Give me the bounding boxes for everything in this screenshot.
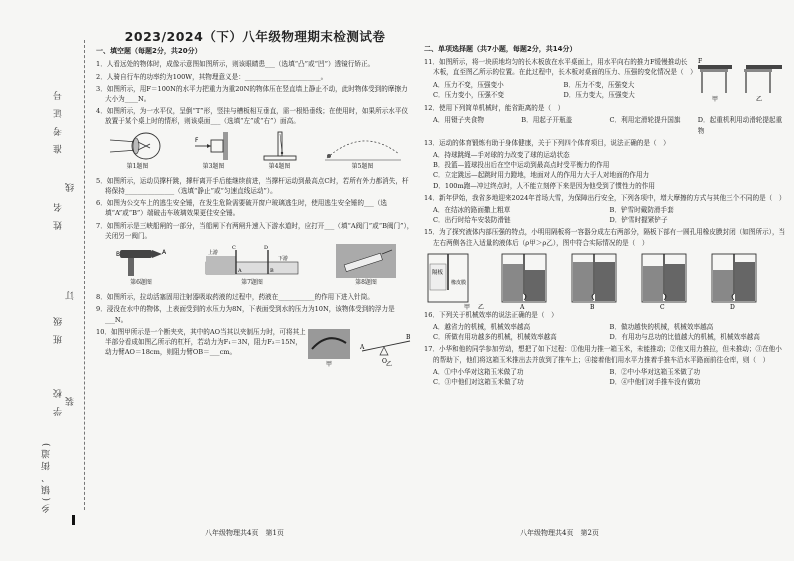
question-13: 13．运动的体育锻炼有助于身体健康，关于下列四个体育项目，说法正确的是（ ） [424, 138, 670, 147]
figure-15-containers [424, 250, 784, 310]
figure-3 [191, 130, 237, 172]
question-13-options [424, 150, 786, 191]
figures-row-1 [96, 130, 414, 172]
fig15-choice-a[interactable]: A [520, 303, 525, 310]
q13-option-b[interactable]: B．投篮—篮球投出后在空中运动到最高点时受平衡力的作用 [433, 161, 610, 170]
svg-text:A: A [162, 249, 167, 257]
question-11-block [424, 57, 786, 103]
right-column [424, 14, 786, 389]
fig15-jia-label: 甲 [464, 303, 471, 310]
fig11-yi-label: 乙 [756, 96, 763, 104]
q11-option-a[interactable]: A．压力不变，压强变小 [433, 80, 504, 89]
section-choice-heading: 二、单项选择题（共7小题，每题2分，共14分） [424, 45, 577, 53]
figures-row-2 [96, 244, 414, 288]
figure-4-caption: 第4题图 [268, 162, 291, 170]
question-12-options [424, 115, 786, 135]
left-column [96, 14, 414, 367]
fold-mark: 订 [66, 288, 76, 300]
footer-left: 八年级物理共4页 第1页 [205, 529, 284, 537]
question-8: 8．如图所示，拉动活塞固用注射器吸取药液的过程中，药液在___________的作用下进入针筒。 [96, 293, 374, 302]
q14-option-c[interactable]: C．出行时给车安装防滑链 [433, 216, 511, 225]
fig15-choice-b[interactable]: B [590, 303, 595, 310]
figure-7 [204, 244, 300, 288]
q14-option-d[interactable]: D．铲雪时握紧铲子 [609, 216, 668, 225]
name-label: 姓 名 [54, 200, 64, 230]
fig15-yi-label: 乙 [478, 303, 485, 310]
q11-option-b[interactable]: B．压力不变，压强变大 [563, 80, 635, 89]
question-15: 15．为了探究液体内部压强的特点，小明用隔板将一容器分成左右两部分，隔板下部有一圆孔用橡皮膜封闭（如图所示），当左右两侧各注入适量的液体后（ρ甲＞ρ乙），图中符合实际情况的是（ ） [424, 228, 786, 247]
figure-8 [336, 244, 396, 288]
registration-mark [72, 515, 75, 525]
exam-title: 2023/2024（下）八年级物理期末检测试卷 [124, 29, 386, 44]
figure-10-lever-icon [306, 327, 414, 367]
question-14: 14．新年伊始，我省多地迎来2024年首场大雪，为保障出行安全，下列各项中，增大摩擦的方式与其他三个不同的是（ ） [424, 193, 786, 202]
q13-option-d[interactable]: D．100m跑—冲过终点时，人不能立刻停下来是因为他受到了惯性力的作用 [433, 181, 655, 190]
class-label: 班 级 [54, 314, 64, 344]
safety-hammer-icon [114, 244, 168, 278]
q14-option-a[interactable]: A．在结冰的路面撒上粗草 [433, 206, 511, 215]
eye-diagram-icon [108, 130, 168, 162]
q12-option-a[interactable]: A．用镊子夹食物 [433, 116, 484, 125]
question-4: 4．如图所示，为一水平仪，呈倒“T”形，竖挂与槽板相互垂直，需一根铅垂线；在使用时，如果所示水平仪放置于某个桌上时的情形，则该桌面___（选填“左”或“右”）面高。 [96, 107, 409, 126]
fig7-downstream-label: 下游 [278, 256, 289, 263]
figure-6-caption: 第6题图 [130, 279, 152, 287]
figure-11-board-icon [694, 57, 786, 103]
binding-margin [0, 0, 92, 561]
figure-8-caption: 第8题图 [355, 279, 377, 287]
question-14-options [424, 205, 786, 225]
school-label: 学 校 [54, 386, 64, 416]
question-6: 6．如图为公交车上的逃生安全锤，在发生危险需要破开窗户玻璃逃生时，使用逃生安全锤的___（选填“A”或“B”）端破击车玻璃效果更佳安全锤。 [96, 199, 388, 218]
svg-text:B: B [116, 251, 121, 259]
q16-option-c[interactable]: C．所做有用功越多的机械，机械效率越高 [433, 333, 557, 342]
seal-mark: 装 [66, 394, 76, 406]
fig10-point-o: O [382, 357, 387, 365]
figure-3-caption: 第3题图 [202, 162, 225, 170]
fig11-jia-label: 甲 [712, 96, 719, 104]
q17-option-b[interactable]: B．②中小华对这箱玉米做了功 [609, 367, 701, 376]
q17-option-a[interactable]: A．①中小华对这箱玉米做了功 [433, 367, 524, 376]
fig15-choice-d[interactable]: D [730, 303, 735, 310]
question-5: 5．如图所示，运动员撑杆跳，撑杆离开手后能继续前进，当撑杆运动到最高点C时，若所有外力都消失，杆将保持_______________（选填“静止”或“匀速直线运动”）。 [96, 176, 409, 196]
question-17: 17．小华和他的同学参加劳动，想把了如下过程：①他用力推一箱玉米，未能推动；②他又用力推拉，但未推动；③在他小的帮助下，他们将这箱玉米推出去并放到了推车上；④接着他们用水平力推着手推车沿水平路面前往仓库，则（ ） [424, 345, 782, 364]
line-mark: 线 [66, 180, 76, 192]
figure-7-caption: 第7题图 [241, 279, 263, 287]
student-id-label: 准 考 证 号 [54, 88, 64, 154]
question-10-block [96, 327, 414, 367]
fig15-partition-label: 隔板 [432, 269, 444, 276]
question-9: 9．浸没在水中的物体，上表面受到的水压力为8N，下表面受到水的压力为10N，该物体受到的浮力是___N。 [96, 305, 395, 324]
q12-option-d[interactable]: D．起重机利用动滑轮提起重物 [697, 116, 783, 135]
q16-option-b[interactable]: B．做功越快的机械，机械效率越高 [609, 323, 714, 332]
figure-5-caption: 第5题图 [351, 162, 374, 170]
q17-option-c[interactable]: C．③中他们对这箱玉米做了功 [433, 378, 524, 387]
fig15-choice-c[interactable]: C [660, 303, 665, 310]
syringe-icon [336, 244, 396, 278]
question-11-options [424, 80, 694, 100]
pole-vault-icon [323, 130, 403, 162]
fig10-point-a: A [360, 343, 365, 351]
question-7: 7．如图所示是三峡船闸的一部分，当船闸下有两闸升速入下游水道时，应打开___（填“A阀门”或“B阀门”），关闭另一阀门。 [96, 221, 414, 240]
fig11-force-label: F [698, 58, 703, 66]
q11-option-c[interactable]: C．压力变小，压强不变 [433, 90, 504, 99]
q14-option-b[interactable]: B．铲雪时戴防滑手套 [609, 206, 674, 215]
figure-6 [114, 244, 168, 288]
q17-option-d[interactable]: D．④中他们对手推车没有做功 [609, 378, 701, 387]
ship-lock-diagram-icon [204, 244, 300, 278]
figure-1 [108, 130, 168, 172]
fig15-membrane-label: 橡皮膜 [451, 279, 467, 286]
footer-right: 八年级物理共4页 第2页 [520, 529, 599, 537]
question-1: 1．人看远处的物体时，成像示意图如图所示，则该眼睛患___（选填“凸”或“凹”）透镜行矫正。 [96, 60, 375, 69]
q11-option-d[interactable]: D．压力变大，压强变大 [563, 90, 635, 99]
q13-option-c[interactable]: C．立定跳远—起跳时用力蹬地，地面对人的作用力大于人对地面的作用力 [433, 171, 650, 180]
q16-option-d[interactable]: D．有用功与总功的比值越大的机械，机械效率越高 [609, 333, 760, 342]
question-10: 10．如图甲所示是一个断夹夹，其中的AO当其以夹制压力时，可将其上半部分看成如图乙所示的杠杆，若动力为F₁＝3N，阻力F₂＝15N，动力臂AO＝18cm，则阻力臂OB＝___cm。 [96, 327, 306, 357]
q13-option-a[interactable]: A．持球跳绳—手对球的力改变了球的运动状态 [433, 151, 570, 160]
level-tool-icon [260, 130, 300, 162]
figure-3-force-label: F [194, 136, 198, 144]
fig10-yi-label: 乙 [386, 360, 393, 367]
question-12: 12．使用下列简单机械时，能省距离的是（ ） [424, 104, 565, 113]
fig7-valve-b-label: B [270, 268, 274, 275]
question-2: 2．人骑自行车的功率约为100W，其物理意义是：_______________________。 [96, 72, 328, 81]
binding-dash-line [84, 40, 85, 510]
fig7-gate-d-label: D [264, 245, 269, 252]
fig10-point-b: B [406, 333, 411, 341]
fig10-jia-label: 甲 [326, 360, 333, 367]
question-17-options [424, 367, 786, 387]
town-label: 乡(镇、街道) [42, 440, 52, 514]
question-11: 11．如图所示，将一块质地均匀的长木板放在水平桌面上，用水平向右的推力F缓慢推动长木板，直至图乙所示的位置。在此过程中，长木板对桌面的压力、压强的变化情况是（ ） [424, 58, 697, 77]
fig7-gate-c-label: C [232, 245, 236, 252]
fig7-valve-a-label: A [238, 268, 242, 275]
q12-option-b[interactable]: B．用起子开瓶盖 [521, 116, 573, 125]
q16-option-a[interactable]: A．越省力的机械，机械效率越高 [433, 323, 531, 332]
figure-5 [323, 130, 403, 172]
figure-1-caption: 第1题图 [126, 162, 149, 170]
section-fill-in-heading: 一、填空题（每题2分，共20分） [96, 47, 202, 56]
figure-4 [260, 130, 300, 172]
q12-option-c[interactable]: C．利用定滑轮提升国旗 [609, 116, 681, 125]
wall-force-diagram-icon [191, 130, 237, 162]
fig7-upstream-label: 上游 [208, 250, 219, 257]
question-16-options [424, 322, 786, 342]
question-16: 16．下列关于机械效率的说法正确的是（ ） [424, 310, 558, 319]
question-3: 3．如图所示，用F＝100N的水平力把重力为重20N的物体压在竖直墙上静止不动，此时物体受到的摩擦力大小为____N。 [96, 84, 408, 104]
